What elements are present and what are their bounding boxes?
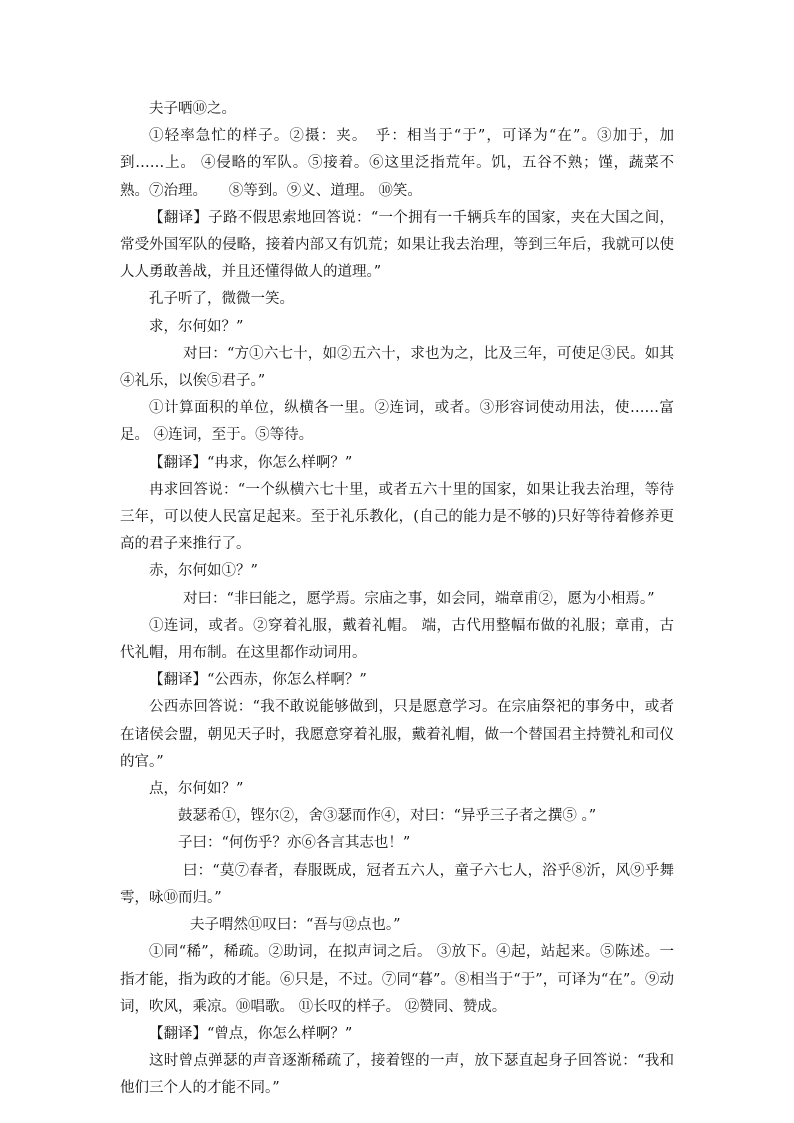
translation-heading-line: 【翻译】“曾点，你怎么样啊？” (149, 1025, 353, 1042)
annotation-paragraph: ①轻率急忙的样子。②摄：夹。 乎：相当于“于”，可译为“在”。③加于，加到……上。 ④侵略的军队。⑤接着。⑥这里泛指荒年。饥，五谷不熟；馑，蔬菜不熟。⑦治理。 ⑧等到。⑨义、道理。 ⑩笑。 (120, 128, 674, 199)
original-text-line: 鼓瑟希①，铿尔②，舍③瑟而作④，对曰：“异乎三子者之撰⑤ 。” (178, 808, 597, 825)
annotation-paragraph: ①连词，或者。②穿着礼服，戴着礼帽。 端，古代用整幅布做的礼服；章甫，古代礼帽，用布制。在这里都作动词用。 (120, 617, 674, 662)
text-line: 夫子哂⑩之。 (149, 101, 236, 117)
translation-paragraph: 这时曾点弹瑟的声音逐渐稀疏了，接着铿的一声，放下瑟直起身子回答说：“我和他们三个人的才能不同。” (120, 1053, 674, 1097)
text-line: 点，尔何如？” (149, 781, 244, 798)
document-body (120, 96, 674, 1103)
translation-paragraph: 冉求回答说：“一个纵横六七十里，或者五六十里的国家，如果让我去治理，等待三年，可以使人民富足起来。至于礼乐教化，(自己的能力是不够的)只好等待着修养更高的君子来推行了。 (120, 481, 674, 553)
translation-paragraph: 【翻译】子路不假思索地回答说：“一个拥有一千辆兵车的国家，夹在大国之间，常受外国军队的侵略，接着内部又有饥荒；如果让我去治理，等到三年后，我就可以使人人勇敢善战，并且还懂得做人的道理。” (120, 209, 674, 281)
translation-heading-line: 【翻译】“公西赤，你怎么样啊？” (149, 672, 367, 689)
original-text-paragraph: 曰：“莫⑦春者，春服既成，冠者五六人，童子六七人，浴乎⑧沂，风⑨乎舞雩，咏⑩而归。” (120, 862, 674, 906)
text-line: 赤，尔何如①？” (149, 563, 258, 580)
annotation-paragraph: ①同“稀”，稀疏。②助词，在拟声词之后。 ③放下。④起，站起来。⑤陈述。一指才能，指为政的才能。⑥只是，不过。⑦同“暮”。⑧相当于“于”，可译为“在”。⑨动词，吹风，乘凉。⑩唱歌。 ⑪长叹的样子。 ⑫赞同、赞成。 (120, 944, 674, 1015)
original-text-line: 夫子喟然⑪叹曰：“吾与⑫点也。” (190, 917, 401, 934)
annotation-paragraph: ①计算面积的单位，纵横各一里。②连词，或者。③形容词使动用法，使……富足。 ④连词，至于。⑤等待。 (120, 400, 674, 444)
translation-heading-line: 【翻译】“冉求，你怎么样啊？” (149, 454, 353, 471)
translation-paragraph: 公西赤回答说：“我不敢说能够做到，只是愿意学习。在宗庙祭祀的事务中，或者在诸侯会盟，朝见天子时，我愿意穿着礼服，戴着礼帽，做一个替国君主持赞礼和司仪的官。” (120, 699, 674, 770)
text-paragraph: 孔子听了，微微一笑。 (149, 291, 294, 308)
original-text-line: 子曰：“何伤乎？亦⑥各言其志也！” (178, 835, 411, 852)
original-text-paragraph: 对曰：“方①六七十，如②五六十，求也为之，比及三年，可使足③民。如其④礼乐，以俟⑤君子。” (120, 345, 674, 390)
text-line: 求，尔何如？” (149, 318, 244, 335)
original-text-paragraph: 对曰：“非曰能之，愿学焉。宗庙之事，如会同，端章甫②，愿为小相焉。” (183, 590, 655, 607)
